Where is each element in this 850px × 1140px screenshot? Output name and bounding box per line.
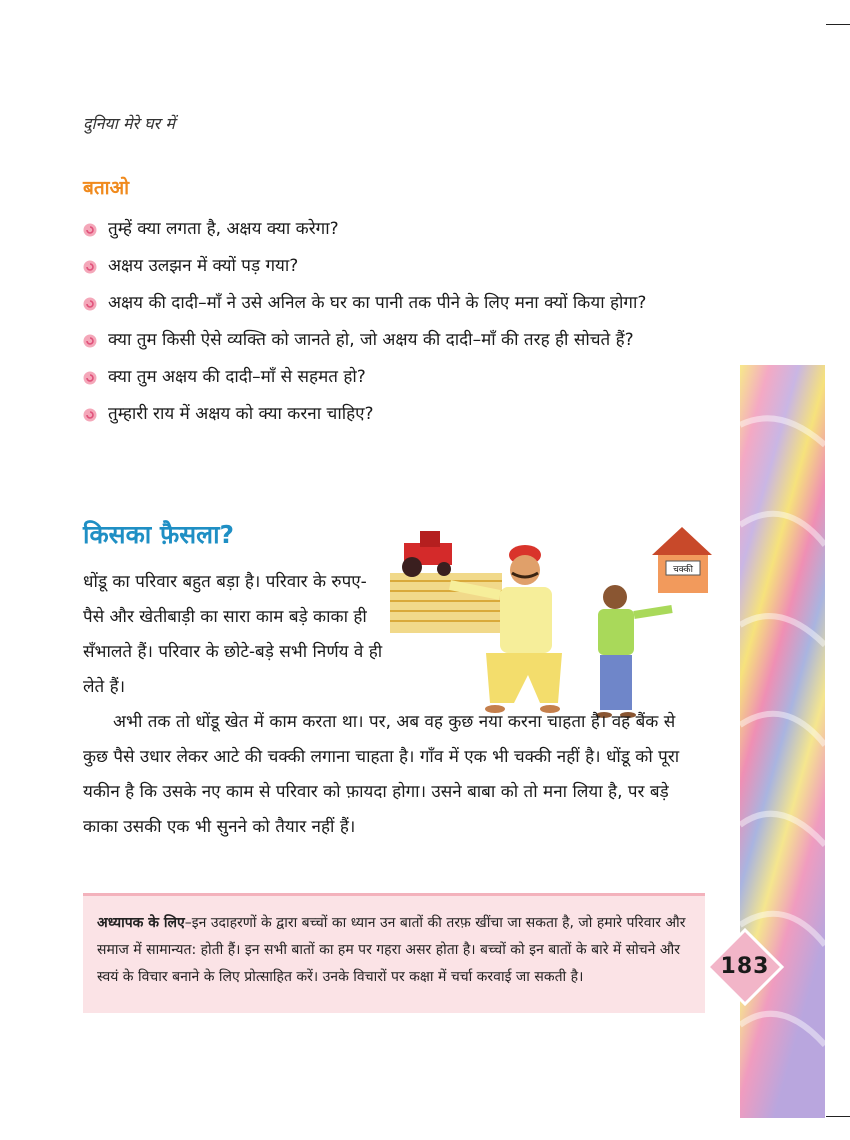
chakki-sign: चक्की — [673, 565, 693, 575]
story-title: किसका फ़ैसला? — [83, 520, 235, 549]
swirl-bullet-icon — [83, 297, 97, 311]
swirl-bullet-icon — [83, 371, 97, 385]
section-heading: बताओ — [83, 177, 130, 199]
story-paragraph-1: धोंडू का परिवार बहुत बड़ा है। परिवार के रुपए-पैसे और खेतीबाड़ी का सारा काम बड़े काका ही सँभालते हैं। परिवार के छोटे-बड़े सभी निर्णय वे ही लेते हैं। — [83, 572, 383, 697]
tractor-icon — [402, 531, 452, 577]
teacher-note — [97, 910, 691, 991]
swirl-bullet-icon — [83, 334, 97, 348]
list-item — [83, 249, 693, 284]
teacher-note-box — [83, 893, 705, 1013]
swirl-bullet-icon — [83, 223, 97, 237]
question-text: अक्षय उलझन में क्यों पड़ गया? — [108, 256, 299, 276]
uncle-and-dhondu-illustration — [390, 525, 715, 725]
running-head: दुनिया मेरे घर में — [83, 114, 175, 133]
teacher-note-label: अध्यापक के लिए — [97, 915, 185, 931]
list-item — [83, 360, 693, 395]
crop-mark-bottom — [826, 1116, 850, 1117]
question-text: क्या तुम अक्षय की दादी–माँ से सहमत हो? — [108, 367, 366, 387]
dhondu-figure — [596, 585, 672, 718]
list-item — [83, 397, 693, 432]
story-paragraph-2: अभी तक तो धोंडू खेत में काम करता था। पर, अब वह कुछ नया करना चाहता है। वह बैंक से कुछ पैसे उधार लेकर आटे की चक्की लगाना चाहता है। गाँव में एक भी चक्की नहीं है। धोंडू को पूरा यकीन है कि उसके नए काम से परिवार को फ़ायदा होगा। उसने बाबा को तो मना लिया है, पर बड़े काका उसकी एक भी सुनने को तैयार नहीं हैं। — [83, 712, 680, 837]
list-item — [83, 323, 693, 358]
teacher-note-text: –इन उदाहरणों के द्वारा बच्चों का ध्यान उन बातों की तरफ़ खींचा जा सकता है, जो हमारे परिवार और समाज में सामान्यत: होती हैं। इन सभी बातों का हम पर गहरा असर होता है। बच्चों को इन बातों के बारे में सोचने और स्वयं के विचार बनाने के लिए प्रोत्साहित करें। उनके विचारों पर कक्षा में चर्चा करवाई जा सकती है। — [97, 915, 686, 985]
list-item — [83, 212, 693, 247]
hay-stack — [390, 573, 502, 633]
page-number: 183 — [720, 954, 770, 979]
question-text: क्या तुम किसी ऐसे व्यक्ति को जानते हो, जो अक्षय की दादी–माँ की तरह ही सोचते हैं? — [108, 330, 634, 350]
question-text: तुम्हें क्या लगता है, अक्षय क्या करेगा? — [108, 219, 339, 239]
swirl-bullet-icon — [83, 260, 97, 274]
swirl-bullet-icon — [83, 408, 97, 422]
list-item — [83, 286, 693, 321]
chakki-house-icon — [652, 527, 712, 593]
question-list — [83, 212, 693, 434]
question-text: तुम्हारी राय में अक्षय को क्या करना चाहिए? — [108, 404, 374, 424]
crop-mark-top — [826, 24, 850, 25]
question-text: अक्षय की दादी–माँ ने उसे अनिल के घर का पानी तक पीने के लिए मना क्यों किया होगा? — [108, 293, 647, 313]
